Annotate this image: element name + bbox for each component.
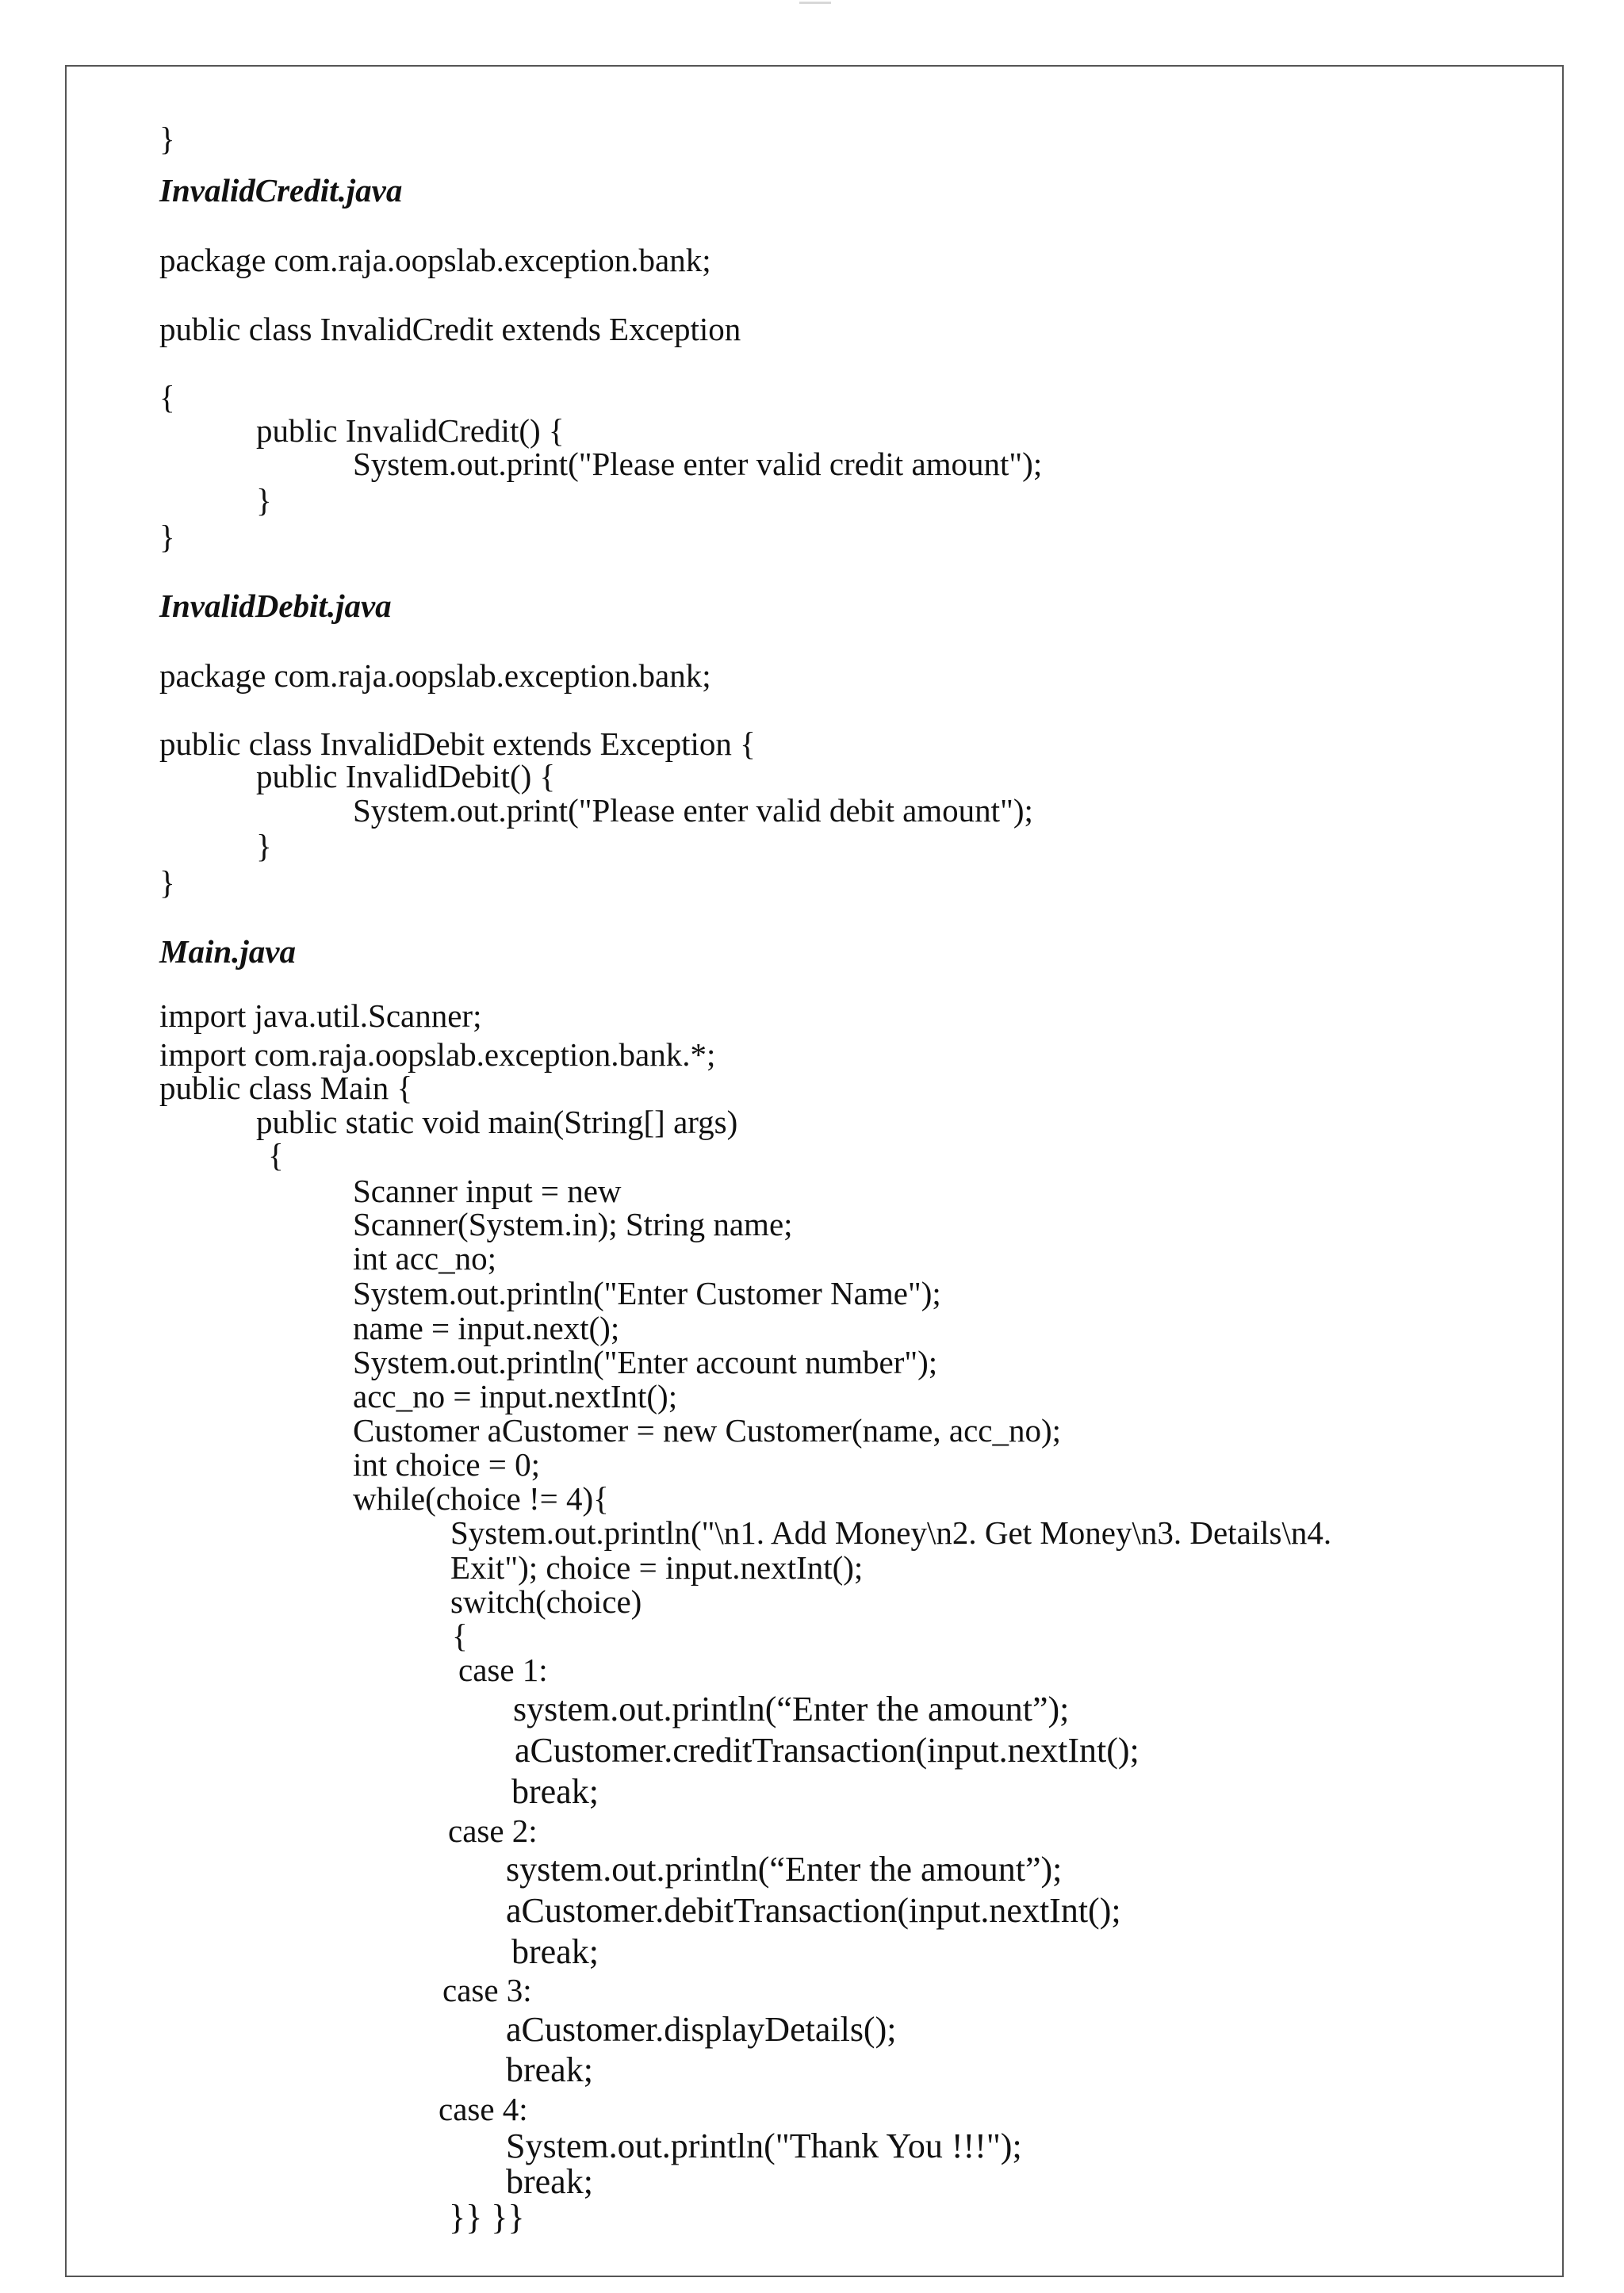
code-line: } — [159, 121, 175, 157]
code-line: break; — [511, 1772, 599, 1811]
code-line: aCustomer.creditTransaction(input.nextInt(); — [515, 1731, 1139, 1770]
code-line: public class InvalidCredit extends Exception — [159, 311, 741, 347]
code-line: case 2: — [448, 1813, 538, 1849]
code-line: while(choice != 4){ — [353, 1480, 609, 1517]
code-line: public InvalidDebit() { — [256, 758, 556, 794]
code-line: aCustomer.debitTransaction(input.nextInt(); — [506, 1891, 1121, 1930]
code-line: system.out.println(“Enter the amount”); — [506, 1850, 1063, 1889]
code-line: public class Main { — [159, 1070, 413, 1106]
code-line: Scanner input = new — [353, 1173, 622, 1209]
code-line: System.out.print("Please enter valid credit amount"); — [353, 446, 1043, 482]
code-line: int choice = 0; — [353, 1446, 541, 1483]
code-line: public static void main(String[] args) — [256, 1104, 738, 1140]
code-line: { — [452, 1617, 468, 1654]
code-line: public class InvalidDebit extends Exception { — [159, 725, 756, 762]
code-line: System.out.println("\n1. Add Money\n2. Get Money\n3. Details\n4. — [450, 1514, 1332, 1551]
code-line: package com.raja.oopslab.exception.bank; — [159, 242, 711, 278]
code-line: name = input.next(); — [353, 1310, 620, 1346]
code-line: { — [268, 1137, 284, 1173]
code-line: System.out.println("Enter account number"); — [353, 1344, 938, 1380]
code-line: package com.raja.oopslab.exception.bank; — [159, 657, 711, 694]
code-line: } — [159, 519, 175, 555]
code-line: { — [159, 379, 175, 415]
code-line: break; — [506, 2050, 593, 2089]
code-line: Customer aCustomer = new Customer(name, acc_no); — [353, 1412, 1062, 1449]
code-line: System.out.println("Enter Customer Name"); — [353, 1275, 941, 1311]
code-line: Scanner(System.in); String name; — [353, 1206, 793, 1242]
code-line: Exit"); choice = input.nextInt(); — [450, 1549, 864, 1586]
code-line: case 1: — [458, 1652, 548, 1688]
page-frame — [65, 65, 1564, 2277]
code-line: aCustomer.displayDetails(); — [506, 2010, 897, 2049]
code-line: } — [256, 482, 272, 519]
code-line: break; — [511, 1932, 599, 1971]
file-heading-invalid-credit: InvalidCredit.java — [159, 172, 403, 209]
code-line: }} }} — [449, 2198, 525, 2237]
code-line: } — [256, 828, 272, 864]
code-line: acc_no = input.nextInt(); — [353, 1378, 678, 1414]
code-line: System.out.println("Thank You !!!"); — [506, 2126, 1022, 2165]
code-line: int acc_no; — [353, 1240, 497, 1277]
file-heading-main: Main.java — [159, 933, 296, 970]
header-mark — [799, 2, 831, 4]
code-line: import com.raja.oopslab.exception.bank.*; — [159, 1036, 716, 1073]
code-line: System.out.print("Please enter valid debit amount"); — [353, 792, 1033, 829]
code-line: case 3: — [442, 1972, 532, 2008]
file-heading-invalid-debit: InvalidDebit.java — [159, 588, 392, 624]
code-line: system.out.println(“Enter the amount”); — [513, 1690, 1070, 1728]
code-line: } — [159, 864, 175, 901]
code-line: switch(choice) — [450, 1583, 642, 1620]
code-line: case 4: — [439, 2091, 528, 2127]
code-line: break; — [506, 2162, 593, 2201]
code-line: import java.util.Scanner; — [159, 997, 482, 1034]
code-line: public InvalidCredit() { — [256, 412, 565, 449]
